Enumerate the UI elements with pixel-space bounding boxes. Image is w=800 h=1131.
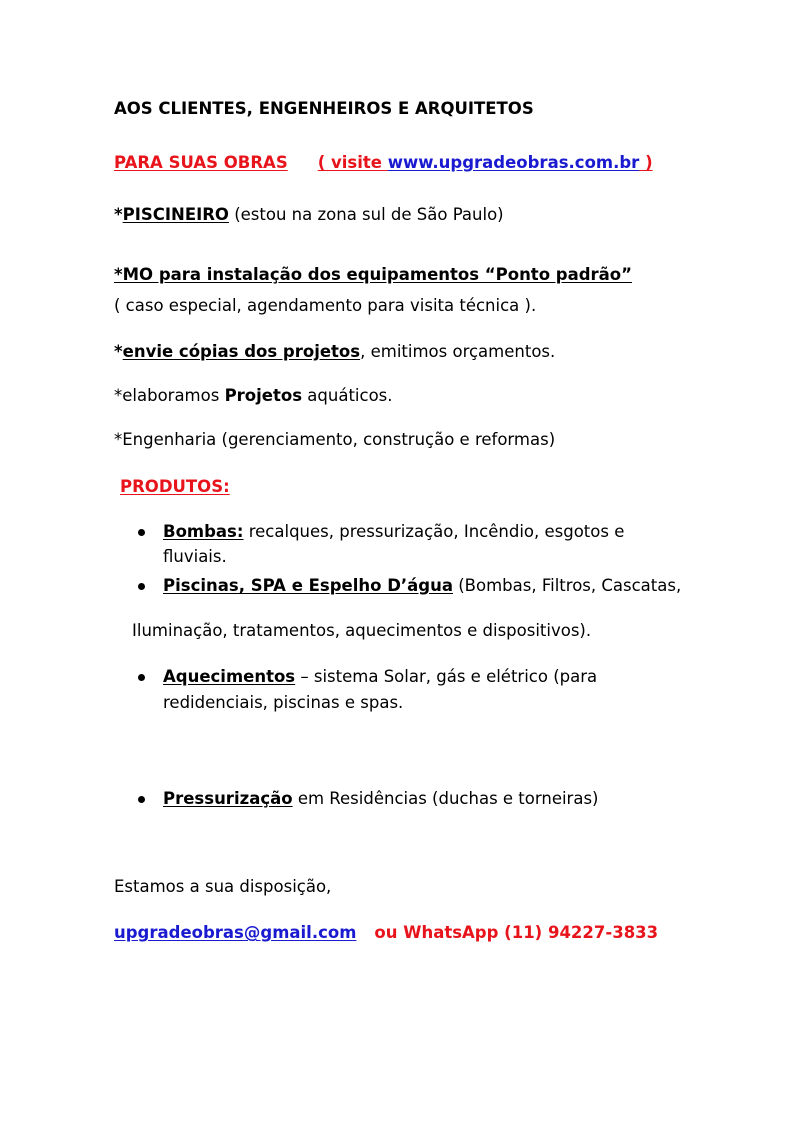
elaboramos-post: aquáticos. [302, 386, 393, 405]
piscinas-text [163, 575, 681, 597]
piscineiro-star: * [114, 205, 123, 224]
aquecimentos-desc-cont: redidenciais, piscinas e spas. [163, 693, 404, 712]
website-link[interactable]: www.upgradeobras.com.br [387, 153, 640, 172]
pressurizacao-text [163, 788, 598, 810]
elaboramos-pre: *elaboramos [114, 386, 225, 405]
piscinas-label: Piscinas, SPA e Espelho D’água [163, 576, 453, 595]
obras-visite: ( visite [317, 153, 388, 172]
piscinas-desc-cont: Iluminação, tratamentos, aquecimentos e dispositivos). [132, 621, 592, 640]
bullet-dot [138, 529, 145, 536]
bombas-label: Bombas: [163, 522, 244, 541]
bombas-desc-cont: fluviais. [163, 547, 227, 566]
whatsapp-text: ou WhatsApp (11) 94227-3833 [374, 923, 659, 942]
engenharia-line: *Engenharia (gerenciamento, construção e reformas) [114, 430, 556, 449]
obras-prefix: PARA SUAS OBRAS [114, 153, 288, 172]
envie-text: , emitimos orçamentos. [360, 342, 556, 361]
pressurizacao-label: Pressurização [163, 789, 293, 808]
produtos-title: PRODUTOS: [120, 477, 230, 496]
envie-star: * [114, 342, 123, 361]
bombas-text [163, 521, 624, 543]
piscinas-desc: (Bombas, Filtros, Cascatas, [453, 576, 682, 595]
aquecimentos-label: Aquecimentos [163, 667, 296, 686]
elaboramos-line [114, 385, 393, 407]
piscineiro-label: PISCINEIRO [122, 205, 229, 224]
aquecimentos-text [163, 666, 597, 688]
piscineiro-line [114, 204, 504, 226]
bullet-dot [138, 583, 145, 590]
envie-line [114, 341, 555, 363]
mo-line-2: ( caso especial, agendamento para visita técnica ). [114, 296, 537, 315]
page-heading: AOS CLIENTES, ENGENHEIROS E ARQUITETOS [114, 99, 534, 118]
elaboramos-bold: Projetos [224, 386, 303, 405]
bullet-dot [138, 674, 145, 681]
closing-line: Estamos a sua disposição, [114, 877, 332, 896]
aquecimentos-desc: – sistema Solar, gás e elétrico (para [295, 667, 598, 686]
bombas-desc: recalques, pressurização, Incêndio, esgotos e [243, 522, 625, 541]
mo-line-1: *MO para instalação dos equipamentos “Ponto padrão” [114, 265, 632, 284]
bullet-dot [138, 796, 145, 803]
obras-line [114, 152, 653, 174]
obras-close: ) [639, 153, 653, 172]
contact-line [114, 922, 658, 944]
piscineiro-text: (estou na zona sul de São Paulo) [228, 205, 504, 224]
email-link[interactable]: upgradeobras@gmail.com [114, 923, 357, 942]
envie-label: envie cópias dos projetos [122, 342, 361, 361]
pressurizacao-desc: em Residências (duchas e torneiras) [292, 789, 599, 808]
